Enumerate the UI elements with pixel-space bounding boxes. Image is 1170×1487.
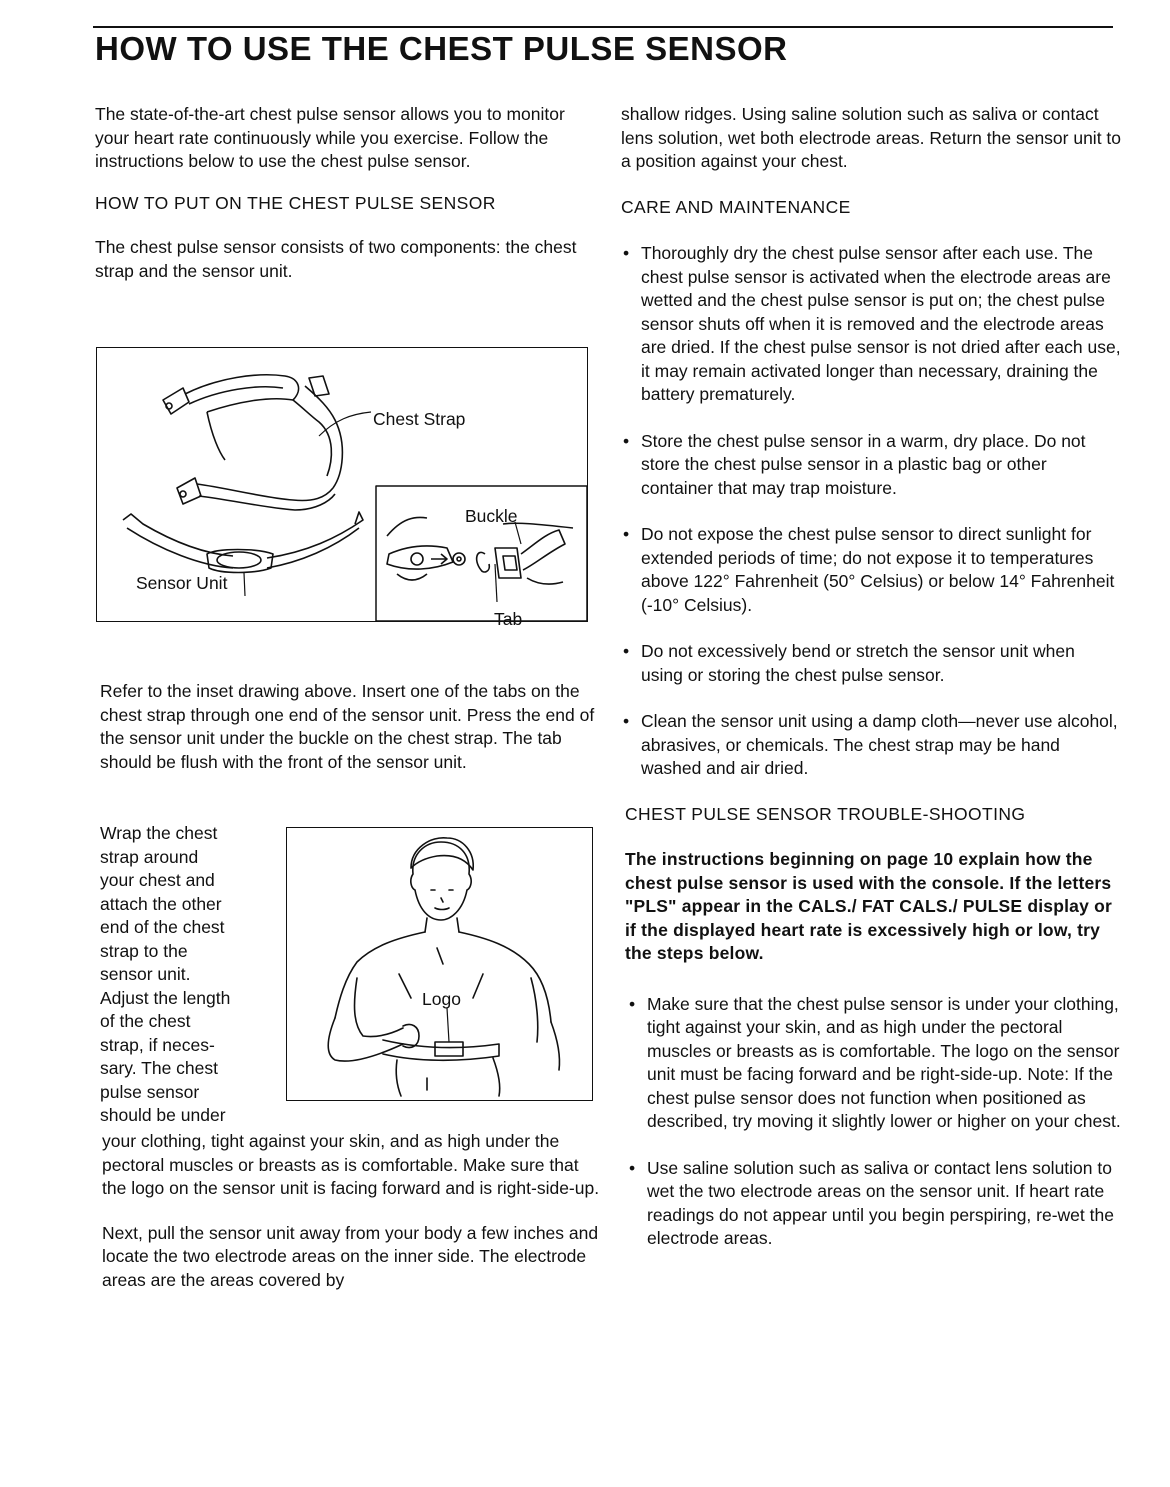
label-logo: Logo <box>422 989 461 1009</box>
wrap-line: end of the chest <box>100 917 225 937</box>
figure-chest-strap <box>96 347 588 629</box>
heading-trouble: CHEST PULSE SENSOR TROUBLE-SHOOTING <box>625 803 1026 824</box>
left-column-lower <box>100 680 600 774</box>
left-column-bottom <box>102 1130 604 1292</box>
care-item: • Do not excessively bend or stretch the sensor unit when using or storing the chest pulse sensor. <box>621 640 1121 687</box>
intro-paragraph: The state-of-the-art chest pulse sensor allows you to monitor your heart rate continuously while you exercise. Follow the instructions below to use the chest pulse sensor. <box>95 104 565 171</box>
next-paragraph: Next, pull the sensor unit away from your body a few inches and locate the two electrode areas on the inner side. The electrode areas are the areas covered by <box>102 1222 599 1290</box>
left-column <box>95 103 600 283</box>
page-title: HOW TO USE THE CHEST PULSE SENSOR <box>95 30 788 67</box>
trouble-item: • Use saline solution such as saliva or contact lens solution to wet the two electrode areas on the sensor unit. If heart rate readings do not appear until you begin perspiring, re-wet the electrode areas. <box>627 1157 1121 1251</box>
wrap-rest-paragraph: your clothing, tight against your skin, and as high under the pectoral muscles or breasts as is comfortable. Make sure that the logo on the sensor unit is facing forward and is right-side-up. <box>102 1131 600 1198</box>
heading-care: CARE AND MAINTENANCE <box>621 196 851 217</box>
wrap-line: strap, if neces- <box>100 1034 215 1055</box>
wrap-line: sensor unit. <box>100 964 191 984</box>
components-paragraph: The chest pulse sensor consists of two components: the chest strap and the sensor unit. <box>95 237 577 281</box>
label-buckle: Buckle <box>465 506 518 526</box>
care-list <box>621 242 1121 781</box>
care-item: • Store the chest pulse sensor in a warm, dry place. Do not store the chest pulse sensor in a plastic bag or other container that may trap moisture. <box>621 430 1121 501</box>
wrap-line: strap around <box>100 846 199 867</box>
right-column <box>621 103 1121 1251</box>
wrap-line: Adjust the length <box>100 987 231 1008</box>
care-item: • Clean the sensor unit using a damp cloth—never use alcohol, abrasives, or chemicals. The chest strap may be hand washed and air dried. <box>621 710 1121 781</box>
label-sensor-unit: Sensor Unit <box>136 573 228 593</box>
figure-wearing-strap <box>286 827 593 1101</box>
wrap-line: pulse sensor <box>100 1081 200 1102</box>
man-wearing-strap-drawing <box>287 828 592 1100</box>
wrap-line: of the chest <box>100 1011 191 1031</box>
wrap-line: Wrap the chest <box>100 823 218 843</box>
trouble-intro-paragraph: The instructions beginning on page 10 explain how the chest pulse sensor is used with the console. If the letters "PLS" appear in the CALS./ FAT CALS./ PULSE display or if the displayed heart rate is excessively high or low, try the steps below. <box>625 849 1112 963</box>
wrap-line: sary. The chest <box>100 1058 219 1078</box>
label-tab: Tab <box>494 609 523 629</box>
trouble-item: • Make sure that the chest pulse sensor is under your clothing, tight against your skin, and as high under the pectoral muscles or breasts as is comfortable. The logo on the sensor unit must be facing forward and be right-side-up. Note: If the chest pulse sensor does not function when positioned as described, try moving it slightly lower or higher on your chest. <box>627 993 1121 1134</box>
care-item: • Do not expose the chest pulse sensor to direct sunlight for extended periods of time; do not expose it to temperatures above 122° Fahrenheit (50° Celsius) or below 14° Fahrenheit (-10° Celsius). <box>621 523 1121 617</box>
trouble-list <box>621 993 1121 1251</box>
wrap-line: strap to the <box>100 940 188 961</box>
refer-paragraph: Refer to the inset drawing above. Insert one of the tabs on the chest strap through one end of the sensor unit. Press the end of the sensor unit under the buckle on the chest strap. The tab should be flush with the front of the sensor unit. <box>100 681 595 772</box>
label-chest-strap: Chest Strap <box>373 409 466 429</box>
wrap-line: your chest and <box>100 870 215 890</box>
heading-put-on: HOW TO PUT ON THE CHEST PULSE SENSOR <box>95 192 496 213</box>
care-item: • Thoroughly dry the chest pulse sensor after each use. The chest pulse sensor is activated when the electrode areas are wetted and the chest pulse sensor is put on; the chest pulse sensor shuts off when it is removed and the electrode areas are dried. If the chest pulse sensor is not dried after each use, it may remain activated longer than necessary, draining the battery prematurely. <box>621 242 1121 407</box>
continuation-paragraph: shallow ridges. Using saline solution such as saliva or contact lens solution, wet both electrode areas. Return the sensor unit to a position against your chest. <box>621 104 1122 171</box>
title-rule <box>93 26 1113 28</box>
wrap-line: attach the other <box>100 893 222 914</box>
wrap-lines <box>100 822 280 1128</box>
wrap-line: should be under <box>100 1105 226 1125</box>
